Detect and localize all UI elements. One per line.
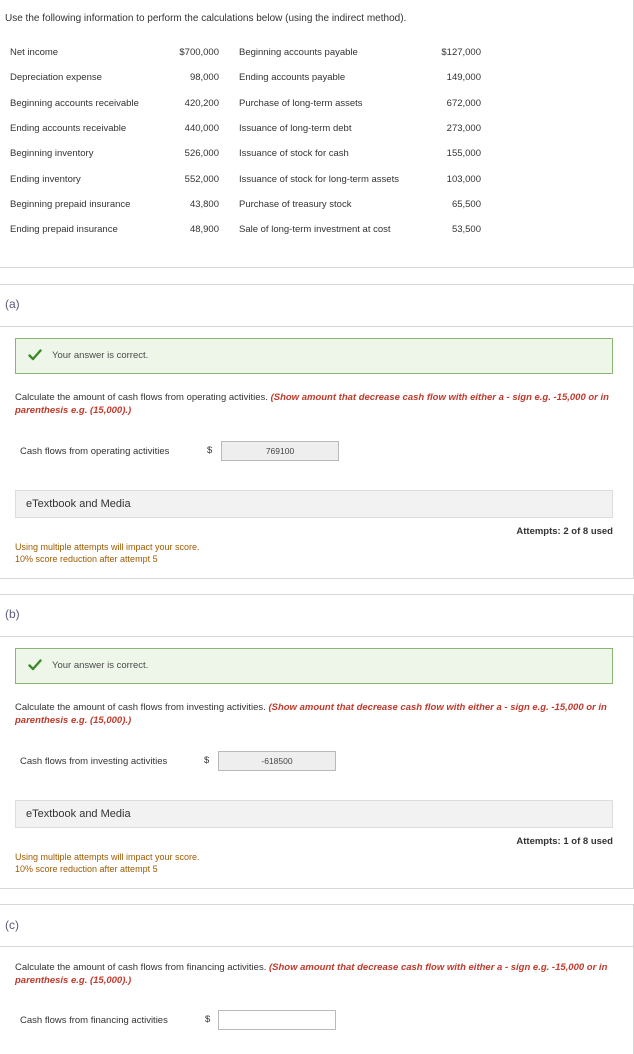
- part-a-correct-banner: [15, 338, 613, 374]
- info-label: Purchase of treasury stock: [239, 199, 352, 210]
- info-label: Beginning accounts payable: [239, 47, 358, 58]
- info-label: Ending accounts receivable: [10, 123, 127, 134]
- info-value: 48,900: [189, 224, 219, 235]
- currency-symbol: $: [207, 445, 213, 456]
- info-value: 53,500: [451, 224, 481, 235]
- part-b-question: [15, 701, 615, 727]
- info-value: 526,000: [184, 148, 219, 159]
- etextbook-media-bar[interactable]: [15, 490, 613, 518]
- operating-activities-input[interactable]: 769100: [221, 441, 339, 461]
- part-a-question: [15, 391, 615, 417]
- financing-activities-label: Cash flows from financing activities: [20, 1015, 168, 1026]
- status-text: Your answer is correct.: [52, 350, 149, 361]
- warning-line: 10% score reduction after attempt 5: [15, 554, 158, 564]
- checkmark-icon: [28, 348, 42, 362]
- part-c-divider: [0, 946, 634, 947]
- question-text: Calculate the amount of cash flows from investing activities.: [15, 702, 266, 713]
- instructions-text: Use the following information to perform the calculations below (using the indirect method).: [5, 13, 407, 24]
- part-b-correct-banner: [15, 648, 613, 684]
- info-value: 155,000: [446, 148, 481, 159]
- checkmark-icon: [28, 658, 42, 672]
- part-c-question: [15, 961, 615, 987]
- question-text: Calculate the amount of cash flows from financing activities.: [15, 962, 267, 973]
- question-note: (Show amount that decrease cash flow with either a - sign e.g. -15,000 or in parenthesis e.g. (15,000).): [15, 962, 608, 986]
- part-b-divider: [0, 636, 634, 637]
- info-label: Beginning prepaid insurance: [10, 199, 131, 210]
- part-b-label: (b): [5, 607, 20, 621]
- info-label: Sale of long-term investment at cost: [239, 224, 391, 235]
- info-label: Ending prepaid insurance: [10, 224, 118, 235]
- info-value: $700,000: [179, 47, 219, 58]
- question-note: (Show amount that decrease cash flow with either a - sign e.g. -15,000 or in parenthesis e.g. (15,000).): [15, 702, 607, 726]
- info-label: Purchase of long-term assets: [239, 98, 363, 109]
- financing-activities-input[interactable]: [218, 1010, 336, 1030]
- info-label: Beginning accounts receivable: [10, 98, 139, 109]
- operating-activities-label: Cash flows from operating activities: [20, 446, 170, 457]
- warning-line: 10% score reduction after attempt 5: [15, 864, 158, 874]
- warning-line: Using multiple attempts will impact your score.: [15, 542, 200, 552]
- attempts-counter: Attempts: 1 of 8 used: [516, 836, 613, 847]
- info-value: 98,000: [189, 72, 219, 83]
- info-value: 43,800: [189, 199, 219, 210]
- info-value: 65,500: [451, 199, 481, 210]
- info-value: 149,000: [446, 72, 481, 83]
- info-label: Depreciation expense: [10, 72, 102, 83]
- info-label: Net income: [10, 47, 59, 58]
- question-note: (Show amount that decrease cash flow with either a - sign e.g. -15,000 or in parenthesis e.g. (15,000).): [15, 392, 609, 416]
- info-value: 103,000: [446, 174, 481, 185]
- info-label: Issuance of stock for long-term assets: [239, 174, 399, 185]
- part-c-label: (c): [5, 918, 19, 932]
- investing-activities-label: Cash flows from investing activities: [20, 756, 168, 767]
- info-value: 420,200: [184, 98, 219, 109]
- info-value: 672,000: [446, 98, 481, 109]
- attempt-warning: [15, 851, 200, 875]
- status-text: Your answer is correct.: [52, 660, 149, 671]
- warning-line: Using multiple attempts will impact your score.: [15, 852, 200, 862]
- given-information-panel: [0, 0, 634, 268]
- info-value: $127,000: [441, 47, 481, 58]
- info-label: Issuance of long-term debt: [239, 123, 352, 134]
- info-label: Ending inventory: [10, 174, 81, 185]
- currency-symbol: $: [204, 755, 210, 766]
- question-text: Calculate the amount of cash flows from operating activities.: [15, 392, 268, 403]
- currency-symbol: $: [205, 1014, 211, 1025]
- info-label: Ending accounts payable: [239, 72, 346, 83]
- info-label: Beginning inventory: [10, 148, 94, 159]
- info-value: 440,000: [184, 123, 219, 134]
- info-label: Issuance of stock for cash: [239, 148, 349, 159]
- investing-activities-input[interactable]: -618500: [218, 751, 336, 771]
- attempt-warning: [15, 541, 200, 565]
- attempts-counter: Attempts: 2 of 8 used: [516, 526, 613, 537]
- etextbook-media-label: eTextbook and Media: [26, 498, 131, 510]
- info-value: 273,000: [446, 123, 481, 134]
- part-a-label: (a): [5, 297, 20, 311]
- etextbook-media-bar[interactable]: [15, 800, 613, 828]
- info-value: 552,000: [184, 174, 219, 185]
- etextbook-media-label: eTextbook and Media: [26, 808, 131, 820]
- part-a-divider: [0, 326, 634, 327]
